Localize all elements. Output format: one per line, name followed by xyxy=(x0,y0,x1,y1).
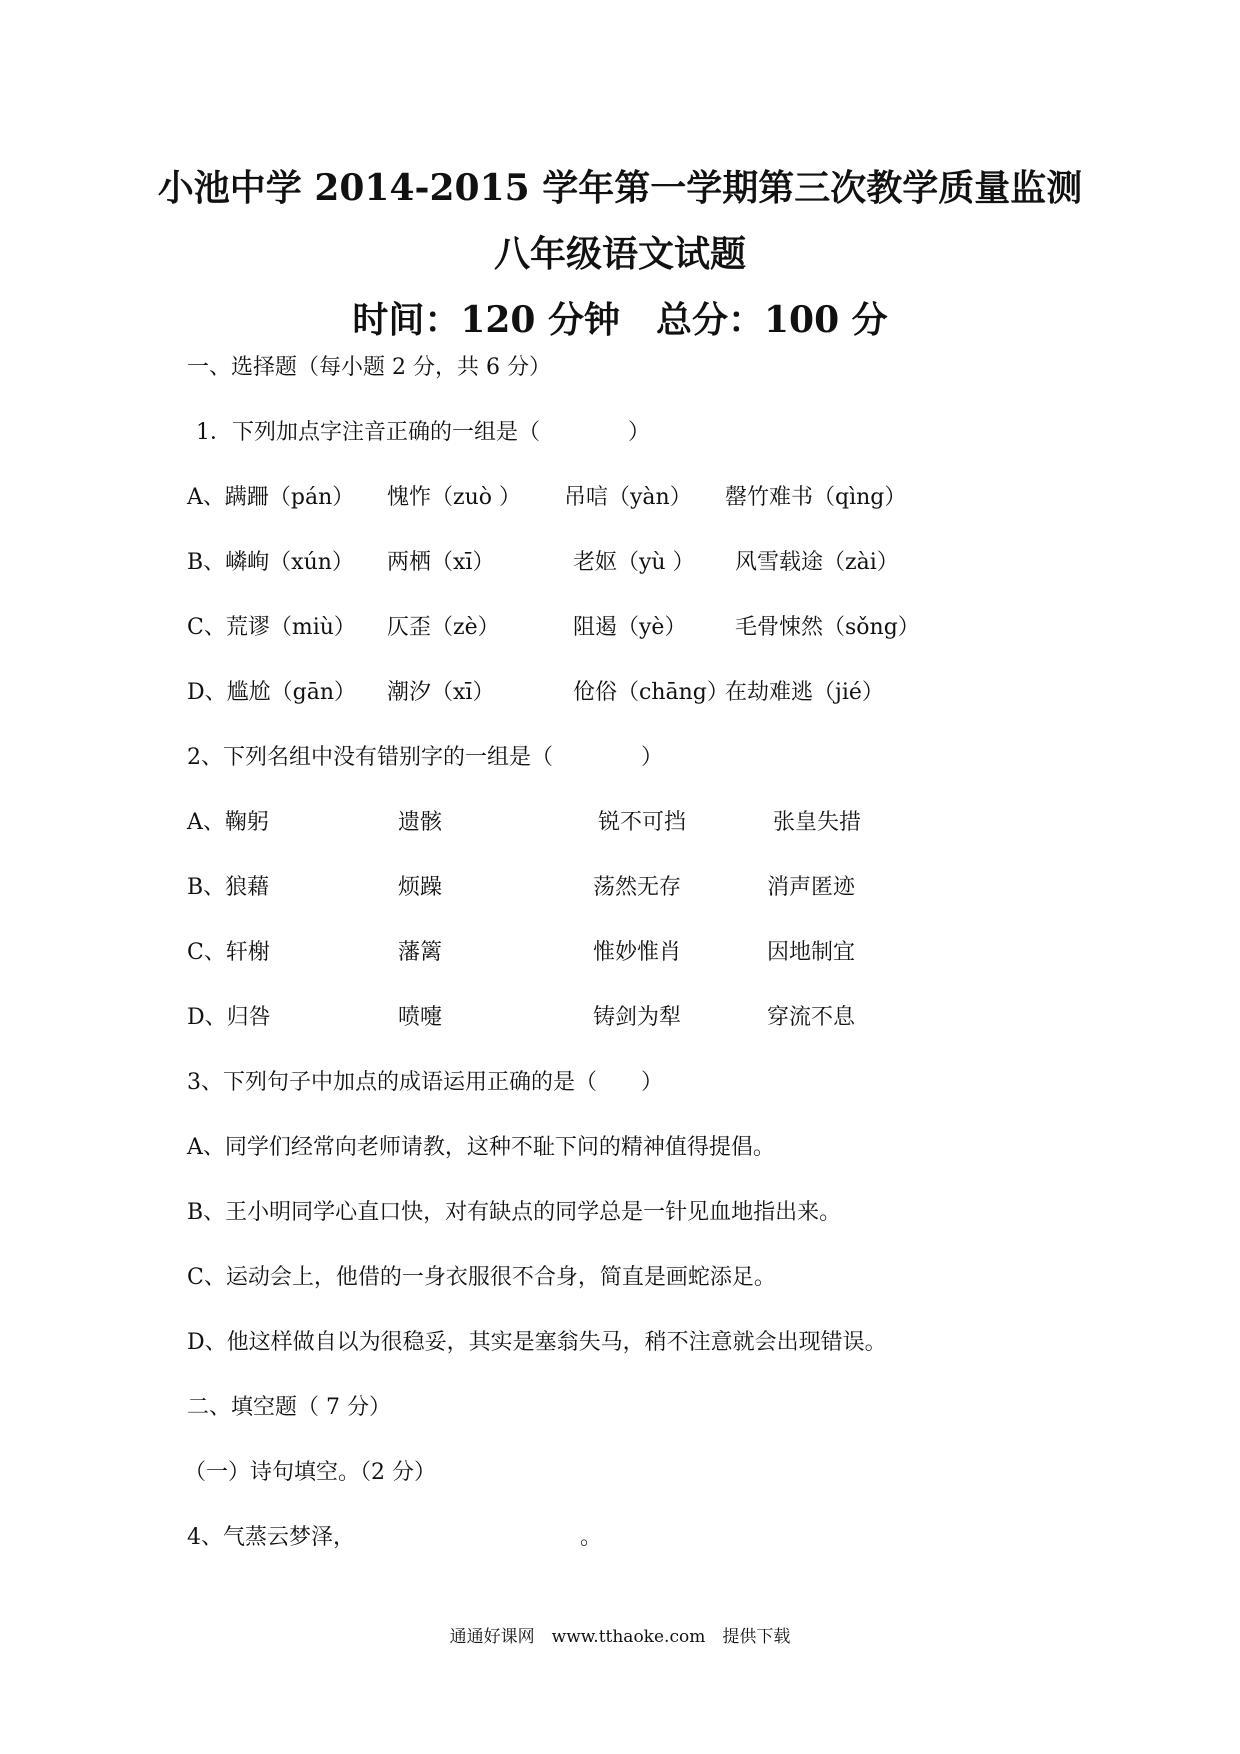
q3-option-a: A、同学们经常向老师请教，这种不耻下问的精神值得提倡。 xyxy=(187,1135,775,1160)
q1-d-2: 潮汐（xī） xyxy=(387,680,495,705)
q1-a-3: 吊唁（yàn） xyxy=(564,485,692,510)
q1-c-2: 仄歪（zè） xyxy=(387,615,500,640)
q2-a-2: 遗骸 xyxy=(398,810,443,835)
q1-stem: 1．下列加点字注音正确的一组是（ ） xyxy=(196,420,650,445)
section2-heading: 二、填空题（ 7 分） xyxy=(187,1395,391,1420)
q3-option-d: D、他这样做自以为很稳妥，其实是塞翁失马，稍不注意就会出现错误。 xyxy=(187,1330,887,1355)
q2-d-4: 穿流不息 xyxy=(767,1005,856,1030)
q2-c-2: 藩篱 xyxy=(398,940,443,965)
q3-option-b: B、王小明同学心直口快，对有缺点的同学总是一针见血地指出来。 xyxy=(187,1200,842,1225)
q1-a-2: 愧怍（zuò ） xyxy=(387,485,521,510)
q1-a-4: 罄竹难书（qìng） xyxy=(725,485,907,510)
q2-d-3: 铸剑为犁 xyxy=(593,1005,682,1030)
q3-option-c: C、运动会上，他借的一身衣服很不合身，简直是画蛇添足。 xyxy=(187,1265,776,1290)
q1-b-4: 风雪载途（zài） xyxy=(735,550,899,575)
q1-d-3: 伧俗（chāng） xyxy=(573,680,729,705)
q2-c-4: 因地制宜 xyxy=(767,940,856,965)
q2-c-3: 惟妙惟肖 xyxy=(593,940,682,965)
q2-d-1: D、归咎 xyxy=(187,1005,271,1030)
q2-stem: 2、下列名组中没有错别字的一组是（ ） xyxy=(187,745,663,770)
q1-d-4: 在劫难逃（jié） xyxy=(725,680,884,705)
q2-b-1: B、狼藉 xyxy=(187,875,270,900)
q1-c-3: 阻遏（yè） xyxy=(573,615,687,640)
q2-b-4: 消声匿迹 xyxy=(767,875,856,900)
q2-b-3: 荡然无存 xyxy=(593,875,682,900)
exam-time-and-score: 时间：120 分钟 总分：100 分 xyxy=(352,299,888,341)
q1-b-2: 两栖（xī） xyxy=(387,550,495,575)
q1-d-1: D、尴尬（gān） xyxy=(187,680,357,705)
q2-a-3: 锐不可挡 xyxy=(598,810,687,835)
exam-title-line2: 八年级语文试题 xyxy=(493,233,746,275)
q2-c-1: C、轩榭 xyxy=(187,940,270,965)
q1-c-1: C、荒谬（miù） xyxy=(187,615,356,640)
section2-sub1-heading: （一）诗句填空。（2 分） xyxy=(184,1460,436,1485)
exam-title-line1: 小池中学 2014-2015 学年第一学期第三次教学质量监测 xyxy=(157,167,1083,209)
q3-stem: 3、下列句子中加点的成语运用正确的是（ ） xyxy=(187,1070,663,1095)
q4-prefix: 4、气蒸云梦泽， xyxy=(187,1525,355,1550)
q1-a-1: A、蹒跚（pán） xyxy=(187,485,355,510)
q1-b-1: B、嶙峋（xún） xyxy=(187,550,354,575)
q2-d-2: 喷嚏 xyxy=(398,1005,443,1030)
section1-heading: 一、选择题（每小题 2 分，共 6 分） xyxy=(187,355,551,380)
footer-text: 通通好课网 www.tthaoke.com 提供下载 xyxy=(449,1627,791,1647)
q1-c-4: 毛骨悚然（sǒng） xyxy=(735,615,920,640)
q2-b-2: 烦躁 xyxy=(398,875,443,900)
q1-b-3: 老妪（yù ） xyxy=(573,550,695,575)
q4-line xyxy=(187,1520,602,1551)
q2-a-4: 张皇失措 xyxy=(773,810,862,835)
q2-a-1: A、鞠躬 xyxy=(187,810,269,835)
q4-suffix: 。 xyxy=(580,1525,603,1550)
